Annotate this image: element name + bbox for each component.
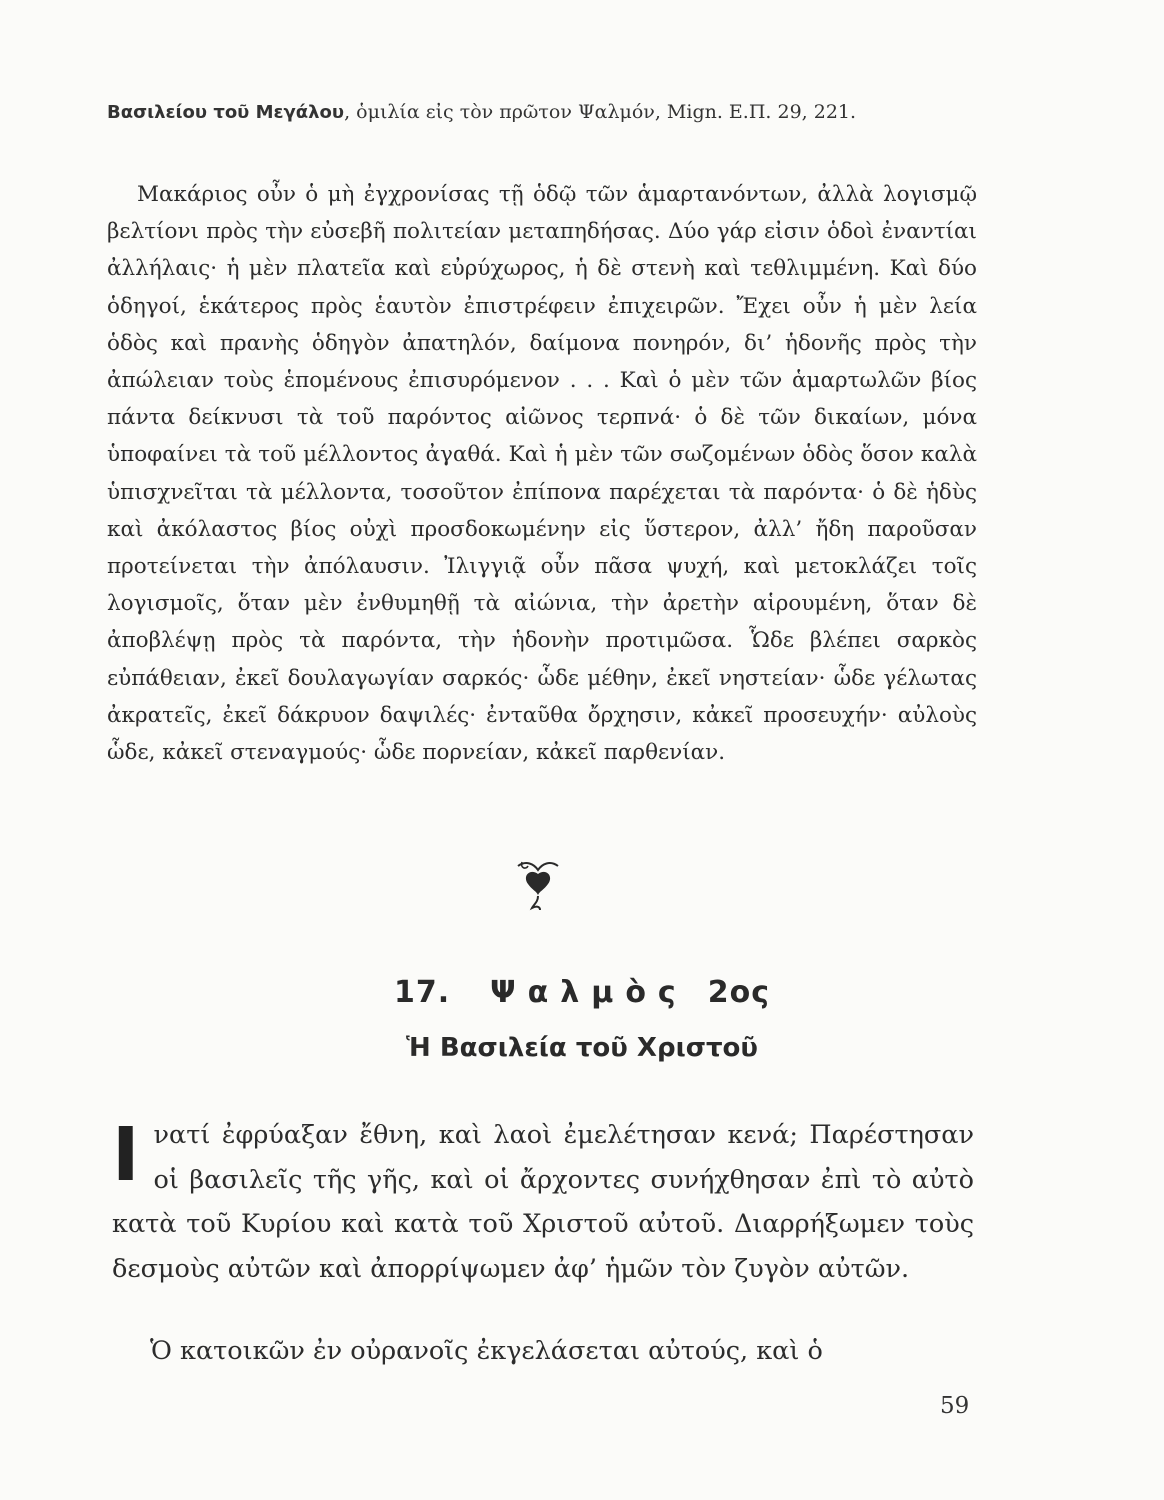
source-author: Βασιλείου τοῦ Μεγάλου [107, 102, 345, 123]
psalm-title [0, 975, 1164, 1010]
psalm-verse-2: Ὁ κατοικῶν ἐν οὐρανοῖς ἐκγελάσεται αὐτούς, καὶ ὁ [150, 1336, 823, 1366]
source-reference: , ὁμιλία εἰς τὸν πρῶτον Ψαλμόν, Mign. Ε.Π. 29, 221. [344, 101, 857, 123]
psalm-ordinal: 2ος [707, 975, 770, 1010]
drop-cap: Ι [112, 1112, 140, 1198]
psalm-verse-1-text: νατί ἐφρύαξαν ἔθνη, καὶ λαοὶ ἐμελέτησαν κενά; Παρέστησαν οἱ βασιλεῖς τῆς γῆς, καὶ οἱ ἄρχοντες συνήχθησαν ἐπὶ τὸ αὐτὸ κατὰ τοῦ Κυρίου καὶ κατὰ τοῦ Χριστοῦ αὐτοῦ. Διαρρήξωμεν τοὺς δεσμοὺς αὐτῶν καὶ ἀπορρίψωμεν ἀφ’ ἡμῶν τὸν ζυγὸν αὐτῶν. [112, 1120, 974, 1284]
source-citation [107, 97, 977, 128]
page-number: 59 [940, 1393, 970, 1419]
basil-quote: Μακάριος οὖν ὁ μὴ ἐγχρονίσας τῇ ὁδῷ τῶν ἁμαρτανόντων, ἀλλὰ λογισμῷ βελτίονι πρὸς τὴν εὐσεβῆ πολιτείαν μεταπηδήσας. Δύο γάρ εἰσιν ὁδοὶ ἐναντίαι ἀλλήλαις· ἡ μὲν πλατεῖα καὶ εὐρύχωρος, ἡ δὲ στενὴ καὶ τεθλιμμένη. Καὶ δύο ὁδηγοί, ἑκάτερος πρὸς ἑαυτὸν ἐπιστρέφειν ἐπιχειρῶν. Ἔχει οὖν ἡ μὲν λεία ὁδὸς καὶ πρανὴς ὁδηγὸν ἀπατηλόν, δαίμονα πονηρόν, δι’ ἡδονῆς πρὸς τὴν ἀπώλειαν τοὺς ἑπομένους ἐπισυρόμενον . . . Καὶ ὁ μὲν τῶν ἁμαρτωλῶν βίος πάντα δείκνυσι τὰ τοῦ παρόντος αἰῶνος τερπνά· ὁ δὲ τῶν δικαίων, μόνα ὑποφαίνει τὰ τοῦ μέλλοντος ἀγαθά. Καὶ ἡ μὲν τῶν σωζομένων ὁδὸς ὅσον καλὰ ὑπισχνεῖται τὰ μέλλοντα, τοσοῦτον ἐπίπονα παρέχεται τὰ παρόντα· ὁ δὲ ἡδὺς καὶ ἀκόλαστος βίος οὐχὶ προσδοκωμένην εἰς ὕστερον, ἀλλ’ ἤδη παροῦσαν προτείνεται τὴν ἀπόλαυσιν. Ἰλιγγιᾷ οὖν πᾶσα ψυχή, καὶ μετοκλάζει τοῖς λογισμοῖς, ὅταν μὲν ἐνθυμηθῇ τὰ αἰώνια, τὴν ἀρετὴν αἱρουμένη, ὅταν δὲ ἀποβλέψῃ πρὸς τὰ παρόντα, τὴν ἡδονὴν προτιμῶσα. Ὧδε βλέπει σαρκὸς εὐπάθειαν, ἐκεῖ δουλαγωγίαν σαρκός· ὧδε μέθην, ἐκεῖ νηστείαν· ὧδε γέλωτας ἀκρατεῖς, ἐκεῖ δάκρυον δαψιλές· ἐνταῦθα ὄρχησιν, κἀκεῖ προσευχήν· αὐλοὺς ὧδε, κἀκεῖ στεναγμούς· ὧδε πορνείαν, κἀκεῖ παρθενίαν. [107, 182, 977, 766]
psalm-subtitle: Ἡ Βασιλεία τοῦ Χριστοῦ [406, 1033, 758, 1063]
vine-leaf-ornament-icon [508, 852, 568, 912]
psalm-verse-1 [112, 1113, 974, 1291]
psalm-number: 17. [394, 975, 451, 1010]
psalm-word: Ψαλμὸς [490, 975, 688, 1010]
